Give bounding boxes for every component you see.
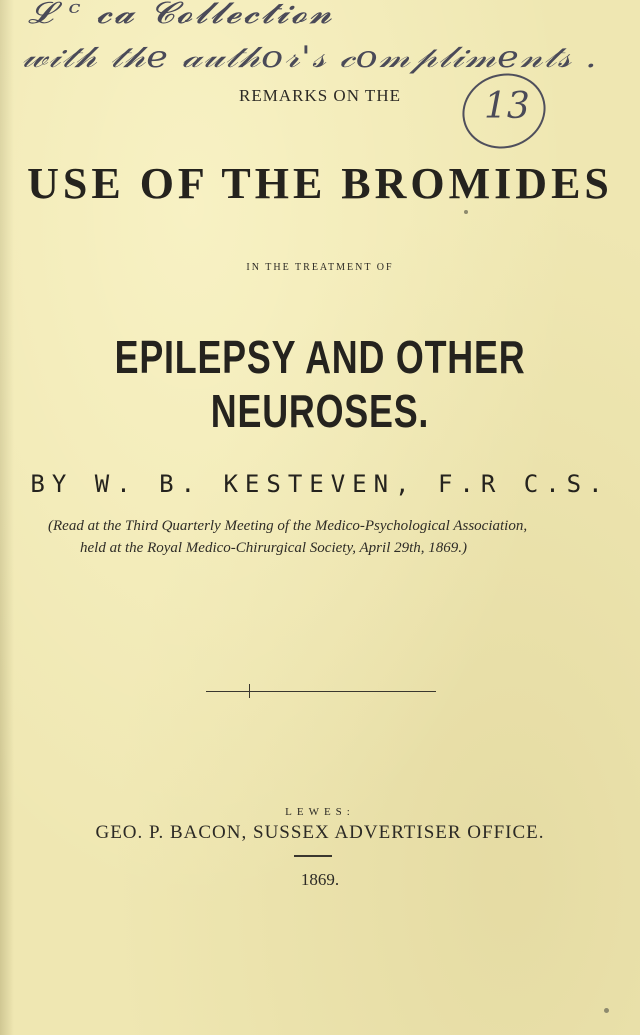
paper-speck xyxy=(604,1008,609,1013)
author-line: BY W. B. KESTEVEN, F.R C.S. xyxy=(30,470,610,498)
divider-rule-tick xyxy=(249,684,250,698)
paper-speck xyxy=(464,210,468,214)
secondary-title: EPILEPSY AND OTHER NEUROSES. xyxy=(114,331,526,437)
handwritten-inscription-line-2: 𝓌𝒾𝓉𝒽 𝓉𝒽𝑒 𝒶𝓊𝓉𝒽𝑜𝓇'𝓈 𝒸𝑜𝓂𝓅𝓁𝒾𝓂𝑒𝓃𝓉𝓈 . xyxy=(22,40,598,75)
short-divider-rule xyxy=(294,855,332,857)
presentation-note-line-2: held at the Royal Medico-Chirurgical Society, April 29th, 1869.) xyxy=(80,540,468,556)
imprint-place: LEWES: xyxy=(285,806,355,818)
subtitle-small: IN THE TREATMENT OF xyxy=(246,262,394,273)
presentation-note-line-1: (Read at the Third Quarterly Meeting of the Medico-Psychological Association, xyxy=(48,518,528,534)
handwritten-inscription-line-1: 𝓛 ᶜ 𝓬𝓪 𝓒𝓸𝓵𝓵𝓮𝓬𝓽𝓲𝓸𝓷 xyxy=(28,0,335,31)
remarks-heading: REMARKS ON THE xyxy=(239,86,401,105)
shelf-mark-number: 13 xyxy=(484,86,530,127)
main-title: USE OF THE BROMIDES xyxy=(27,159,613,208)
divider-rule xyxy=(206,691,436,692)
imprint-year: 1869. xyxy=(300,870,340,889)
imprint-publisher: GEO. P. BACON, SUSSEX ADVERTISER OFFICE. xyxy=(95,822,545,843)
